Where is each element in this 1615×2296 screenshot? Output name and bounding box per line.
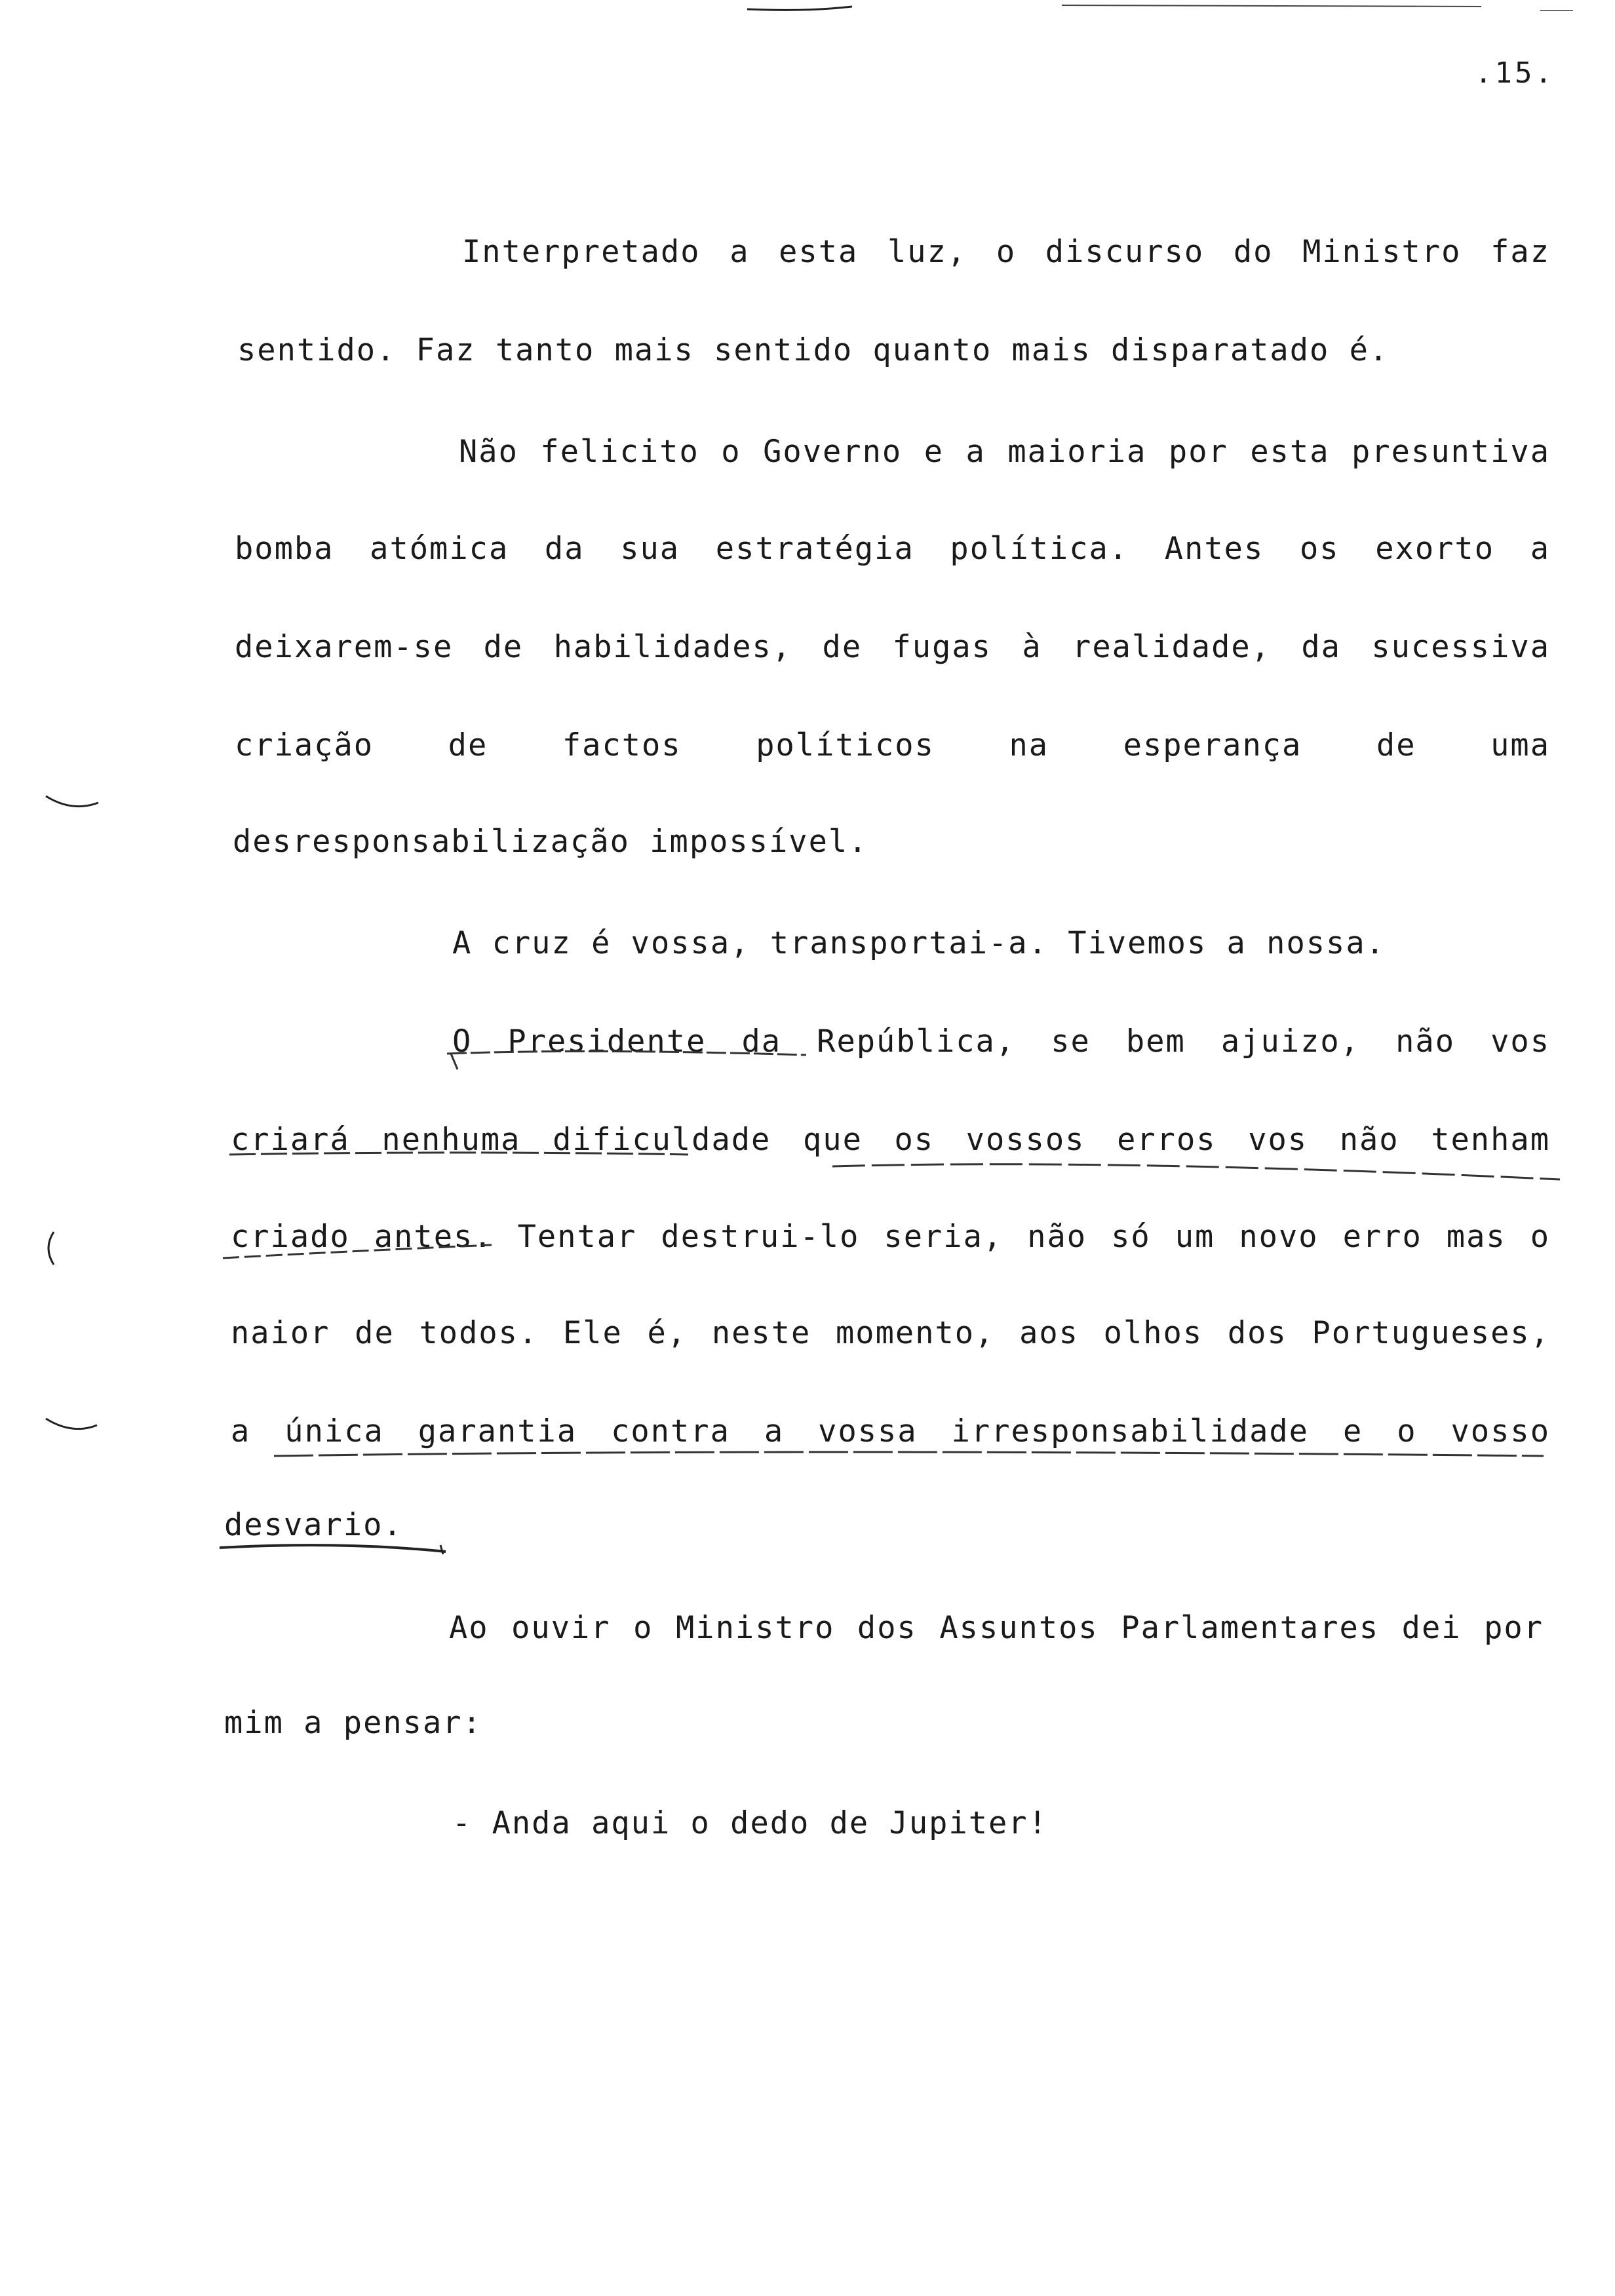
- pen-underline: [274, 1452, 1544, 1456]
- pen-underline: [832, 1164, 1560, 1179]
- page-number: .15.: [1475, 56, 1555, 90]
- text-line: naior de todos. Ele é, neste momento, aos olhos dos Portugueses,: [231, 1315, 1550, 1351]
- text-line: Interpretado a esta luz, o discurso do Ministro faz: [462, 234, 1550, 270]
- text-line: Não felicito o Governo e a maioria por esta presuntiva: [459, 434, 1550, 470]
- margin-mark: [49, 1232, 54, 1265]
- text-line: criação de factos políticos na esperança de uma: [235, 727, 1550, 763]
- text-line: deixarem-se de habilidades, de fugas à realidade, da sucessiva: [235, 629, 1550, 665]
- text-line: A cruz é vossa, transportai-a. Tivemos a nossa.: [452, 925, 1386, 961]
- text-line: sentido. Faz tanto mais sentido quanto mais disparatado é.: [237, 332, 1390, 368]
- pen-tick: [440, 1545, 443, 1554]
- text-line: desresponsabilização impossível.: [233, 824, 868, 860]
- text-line: O Presidente da República, se bem ajuizo, não vos: [452, 1024, 1550, 1060]
- scan-edge-line: [747, 7, 852, 10]
- margin-mark: [46, 796, 98, 807]
- text-line: criado antes. Tentar destrui-lo seria, não só um novo erro mas o: [231, 1219, 1550, 1255]
- text-line: bomba atómica da sua estratégia política. Antes os exorto a: [235, 531, 1550, 567]
- text-line: Ao ouvir o Ministro dos Assuntos Parlamentares dei por: [449, 1610, 1544, 1646]
- text-line: - Anda aqui o dedo de Jupiter!: [452, 1805, 1048, 1841]
- text-line: mim a pensar:: [224, 1705, 482, 1741]
- pen-underline: [220, 1545, 446, 1552]
- text-line: desvario.: [224, 1507, 403, 1543]
- text-line: a única garantia contra a vossa irresponsabilidade e o vosso: [231, 1413, 1550, 1449]
- margin-mark: [46, 1419, 97, 1429]
- scan-edge-line: [1062, 5, 1481, 7]
- text-line: criará nenhuma dificuldade que os vossos erros vos não tenham: [231, 1122, 1550, 1158]
